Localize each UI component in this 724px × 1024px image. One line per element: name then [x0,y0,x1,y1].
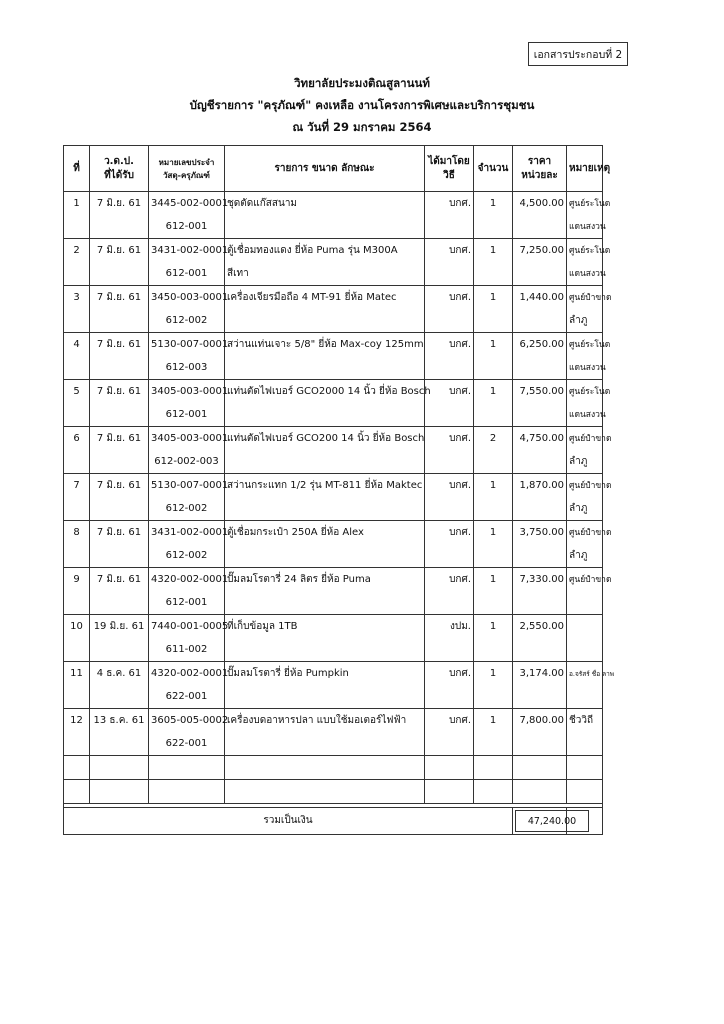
row-remark-cont: แดนสงวน [567,262,603,286]
empty-cell [425,780,474,804]
row-remark-cont: แดนสงวน [567,403,603,427]
row-price: 7,250.00 [513,239,567,263]
row-quantity: 1 [474,286,513,310]
row-quantity-blank [474,356,513,380]
row-code-main: 3450-003-0001 [149,286,225,310]
row-no-blank [64,215,90,239]
table-body [64,192,615,835]
row-description: เครื่องบดอาหารปลา แบบใช้มอเตอร์ไฟฟ้า [225,709,425,733]
row-price-blank [513,732,567,756]
row-remark: ศูนย์ระโนด [567,333,603,357]
header-price: ราคา หน่วยละ [513,146,567,192]
row-description-cont [225,356,425,380]
row-method-blank [425,403,474,427]
row-description-cont [225,309,425,333]
row-price: 7,330.00 [513,568,567,592]
row-quantity: 1 [474,521,513,545]
row-quantity-blank [474,403,513,427]
document-reference-label: เอกสารประกอบที่ 2 [528,42,628,66]
row-no-blank [64,309,90,333]
table-row [64,286,603,310]
row-code-main: 3445-002-0001 [149,192,225,216]
table-row [64,192,603,216]
row-description: แท่นตัดไฟเบอร์ GCO2000 14 นิ้ว ยี่ห้อ Bosch [225,380,425,404]
row-no-blank [64,497,90,521]
row-code-sub: 612-002 [149,544,225,568]
row-date-blank [90,591,149,615]
table-row-empty [64,756,603,780]
table-header-row [64,146,603,192]
row-no-blank [64,356,90,380]
row-no-blank [64,450,90,474]
row-quantity: 1 [474,474,513,498]
row-quantity-blank [474,450,513,474]
row-method: บกศ. [425,709,474,733]
row-remark: ศูนย์ปำขาด [567,474,603,498]
row-method-blank [425,638,474,662]
empty-cell [425,756,474,780]
row-date: 7 มิ.ย. 61 [90,333,149,357]
row-quantity-blank [474,732,513,756]
table-row-continuation [64,732,603,756]
row-quantity-blank [474,215,513,239]
row-remark-cont: ลำภู [567,497,603,521]
row-remark-cont [567,732,603,756]
row-method-blank [425,356,474,380]
row-remark: ชีววิถี [567,709,603,733]
row-quantity: 1 [474,333,513,357]
row-quantity: 1 [474,568,513,592]
row-method-blank [425,450,474,474]
header-quantity: จำนวน [474,146,513,192]
row-code-sub: 612-002 [149,309,225,333]
table-row [64,427,603,451]
row-description: ปั๊มลมโรตารี่ ยี่ห้อ Pumpkin [225,662,425,686]
table-row-continuation [64,262,603,286]
row-no: 6 [64,427,90,451]
row-price: 4,500.00 [513,192,567,216]
row-date: 7 มิ.ย. 61 [90,380,149,404]
row-date-blank [90,497,149,521]
row-date: 7 มิ.ย. 61 [90,427,149,451]
row-quantity: 1 [474,380,513,404]
empty-cell [225,780,425,804]
empty-cell [474,780,513,804]
row-date-blank [90,544,149,568]
header-method: ได้มาโดยวิธี [425,146,474,192]
row-price-blank [513,497,567,521]
row-price: 1,870.00 [513,474,567,498]
row-remark: ศูนย์ระโนด [567,380,603,404]
row-method-blank [425,591,474,615]
row-no: 9 [64,568,90,592]
row-price: 1,440.00 [513,286,567,310]
row-description: ตู้เชื่อมกระเป๋า 250A ยี่ห้อ Alex [225,521,425,545]
row-method: บกศ. [425,333,474,357]
row-code-main: 3405-003-0001 [149,380,225,404]
total-row [64,808,603,835]
empty-cell [513,780,567,804]
row-method: งปม. [425,615,474,639]
header-code: หมายเลขประจำ วัสดุ-ครุภัณฑ์ [149,146,225,192]
row-method: บกศ. [425,474,474,498]
row-remark-cont: ลำภู [567,544,603,568]
row-quantity: 1 [474,615,513,639]
row-price-blank [513,685,567,709]
row-price-blank [513,638,567,662]
table-row [64,333,603,357]
row-code-main: 5130-007-0001 [149,474,225,498]
empty-cell [90,780,149,804]
row-description: ชุดตัดแก๊สสนาม [225,192,425,216]
row-quantity-blank [474,685,513,709]
row-description-cont [225,591,425,615]
row-no: 5 [64,380,90,404]
row-code-main: 3431-002-0001 [149,521,225,545]
document-titles [0,72,724,138]
empty-cell [90,756,149,780]
row-date-blank [90,215,149,239]
row-quantity: 2 [474,427,513,451]
table-row-empty [64,780,603,804]
row-date-blank [90,356,149,380]
row-remark: ศูนย์ระโนด [567,239,603,263]
total-label: รวมเป็นเงิน [64,808,513,835]
row-remark-cont: ลำภู [567,450,603,474]
row-remark [567,615,603,639]
row-no: 12 [64,709,90,733]
row-method: บกศ. [425,662,474,686]
row-date-blank [90,403,149,427]
table-row-continuation [64,356,603,380]
row-no: 11 [64,662,90,686]
row-price-blank [513,309,567,333]
row-price: 7,550.00 [513,380,567,404]
row-quantity: 1 [474,709,513,733]
row-description: เครื่องเจียรมือถือ 4 MT-91 ยี่ห้อ Matec [225,286,425,310]
title-institution: วิทยาลัยประมงติณสูลานนท์ [294,76,430,90]
header-no: ที่ [64,146,90,192]
row-date: 13 ธ.ค. 61 [90,709,149,733]
row-price-blank [513,262,567,286]
table-row [64,239,603,263]
row-method-blank [425,497,474,521]
row-code-main: 7440-001-0005 [149,615,225,639]
row-price: 3,750.00 [513,521,567,545]
total-value-cell [513,808,577,835]
row-code-sub: 612-001 [149,403,225,427]
title-list: บัญชีรายการ "ครุภัณฑ์" คงเหลือ งานโครงการพิเศษและบริการชุมชน [189,98,535,112]
row-price: 4,750.00 [513,427,567,451]
row-code-main: 5130-007-0001 [149,333,225,357]
row-no: 8 [64,521,90,545]
row-description: สว่านกระแทก 1/2 รุ่น MT-811 ยี่ห้อ Maktec [225,474,425,498]
table-row [64,521,603,545]
header-date: ว.ด.ป. ที่ได้รับ [90,146,149,192]
row-no-blank [64,591,90,615]
row-date: 4 ธ.ค. 61 [90,662,149,686]
row-quantity: 1 [474,192,513,216]
row-code-main: 3605-005-0002 [149,709,225,733]
row-date-blank [90,732,149,756]
row-quantity-blank [474,638,513,662]
table-row-continuation [64,403,603,427]
row-method-blank [425,685,474,709]
table-row [64,662,603,686]
row-no: 3 [64,286,90,310]
empty-cell [474,756,513,780]
row-code-sub: 622-001 [149,685,225,709]
row-price-blank [513,544,567,568]
row-method: บกศ. [425,427,474,451]
row-code-sub: 612-002 [149,497,225,521]
row-quantity-blank [474,544,513,568]
row-no-blank [64,403,90,427]
row-method: บกศ. [425,380,474,404]
row-price-blank [513,591,567,615]
row-quantity-blank [474,309,513,333]
row-description-cont [225,544,425,568]
row-method-blank [425,262,474,286]
row-no-blank [64,544,90,568]
row-date: 19 มิ.ย. 61 [90,615,149,639]
row-remark-cont [567,591,603,615]
row-code-main: 3405-003-0001 [149,427,225,451]
row-method: บกศ. [425,521,474,545]
empty-cell [567,780,603,804]
row-date-blank [90,309,149,333]
row-price: 3,174.00 [513,662,567,686]
total-value: 47,240.00 [515,810,589,832]
empty-cell [225,756,425,780]
table-row [64,615,603,639]
row-no: 7 [64,474,90,498]
row-code-main: 4320-002-0001 [149,662,225,686]
row-description-cont [225,638,425,662]
empty-cell [567,756,603,780]
row-date: 7 มิ.ย. 61 [90,239,149,263]
row-method: บกศ. [425,192,474,216]
inventory-table [63,145,615,835]
row-remark: ศูนย์ปำขาด [567,521,603,545]
header-remark: หมายเหตุ [567,146,603,192]
row-no-blank [64,638,90,662]
row-remark: อ.จรัสร์ ชื่อ ลาพ [567,662,603,686]
row-no: 4 [64,333,90,357]
row-description: ที่เก็บข้อมูล 1TB [225,615,425,639]
row-remark: ศูนย์ปำขาด [567,286,603,310]
header-description: รายการ ขนาด ลักษณะ [225,146,425,192]
row-remark-cont: แดนสงวน [567,215,603,239]
table-row [64,380,603,404]
title-date: ณ วันที่ 29 มกราคม 2564 [292,120,432,134]
row-date-blank [90,262,149,286]
row-method: บกศ. [425,568,474,592]
row-description-cont [225,215,425,239]
row-code-sub: 611-002 [149,638,225,662]
row-quantity-blank [474,591,513,615]
row-price-blank [513,215,567,239]
empty-cell [513,756,567,780]
row-no-blank [64,732,90,756]
row-code-sub: 622-001 [149,732,225,756]
row-method-blank [425,309,474,333]
table-row [64,709,603,733]
row-description-cont [225,685,425,709]
table-row-continuation [64,591,603,615]
row-date-blank [90,450,149,474]
row-description: ตู้เชื่อมทองแดง ยี่ห้อ Puma รุ่น M300A [225,239,425,263]
empty-cell [149,780,225,804]
empty-cell [64,756,90,780]
row-remark: ศูนย์ปำขาด [567,568,603,592]
row-no: 1 [64,192,90,216]
table-row-continuation [64,215,603,239]
row-description-cont [225,732,425,756]
row-date: 7 มิ.ย. 61 [90,192,149,216]
table-row-continuation [64,544,603,568]
row-remark-cont [567,685,603,709]
row-price: 2,550.00 [513,615,567,639]
row-price: 6,250.00 [513,333,567,357]
table-row [64,474,603,498]
row-price-blank [513,356,567,380]
row-date: 7 มิ.ย. 61 [90,286,149,310]
row-code-sub: 612-002-003 [149,450,225,474]
row-code-main: 3431-002-0001 [149,239,225,263]
table-row-continuation [64,309,603,333]
row-remark-cont: ลำภู [567,309,603,333]
row-date-blank [90,638,149,662]
row-remark: ศูนย์ระโนด [567,192,603,216]
row-price-blank [513,403,567,427]
row-price-blank [513,450,567,474]
empty-cell [64,780,90,804]
row-quantity-blank [474,497,513,521]
row-remark-cont: แดนสงวน [567,356,603,380]
row-description: สว่านแท่นเจาะ 5/8" ยี่ห้อ Max-coy 125mm [225,333,425,357]
table-row-continuation [64,497,603,521]
row-remark: ศูนย์ปำขาด [567,427,603,451]
row-description-cont [225,403,425,427]
row-method-blank [425,732,474,756]
row-quantity-blank [474,262,513,286]
row-code-main: 4320-002-0001 [149,568,225,592]
row-price: 7,800.00 [513,709,567,733]
row-date-blank [90,685,149,709]
row-quantity: 1 [474,662,513,686]
row-method: บกศ. [425,239,474,263]
table-row-continuation [64,685,603,709]
row-code-sub: 612-001 [149,215,225,239]
row-description: แท่นตัดไฟเบอร์ GCO200 14 นิ้ว ยี่ห้อ Bosch [225,427,425,451]
row-description: ปั๊มลมโรตารี่ 24 ลิตร ยี่ห้อ Puma [225,568,425,592]
row-quantity: 1 [474,239,513,263]
table-row [64,568,603,592]
row-no: 10 [64,615,90,639]
table-row-continuation [64,638,603,662]
row-code-sub: 612-003 [149,356,225,380]
row-no-blank [64,262,90,286]
row-method-blank [425,215,474,239]
row-method-blank [425,544,474,568]
row-no: 2 [64,239,90,263]
row-date: 7 มิ.ย. 61 [90,521,149,545]
table-row-continuation [64,450,603,474]
row-remark-cont [567,638,603,662]
row-code-sub: 612-001 [149,591,225,615]
row-description-cont: สีเทา [225,262,425,286]
row-description-cont [225,497,425,521]
row-description-cont [225,450,425,474]
row-date: 7 มิ.ย. 61 [90,474,149,498]
empty-cell [149,756,225,780]
row-method: บกศ. [425,286,474,310]
row-no-blank [64,685,90,709]
row-date: 7 มิ.ย. 61 [90,568,149,592]
row-code-sub: 612-001 [149,262,225,286]
